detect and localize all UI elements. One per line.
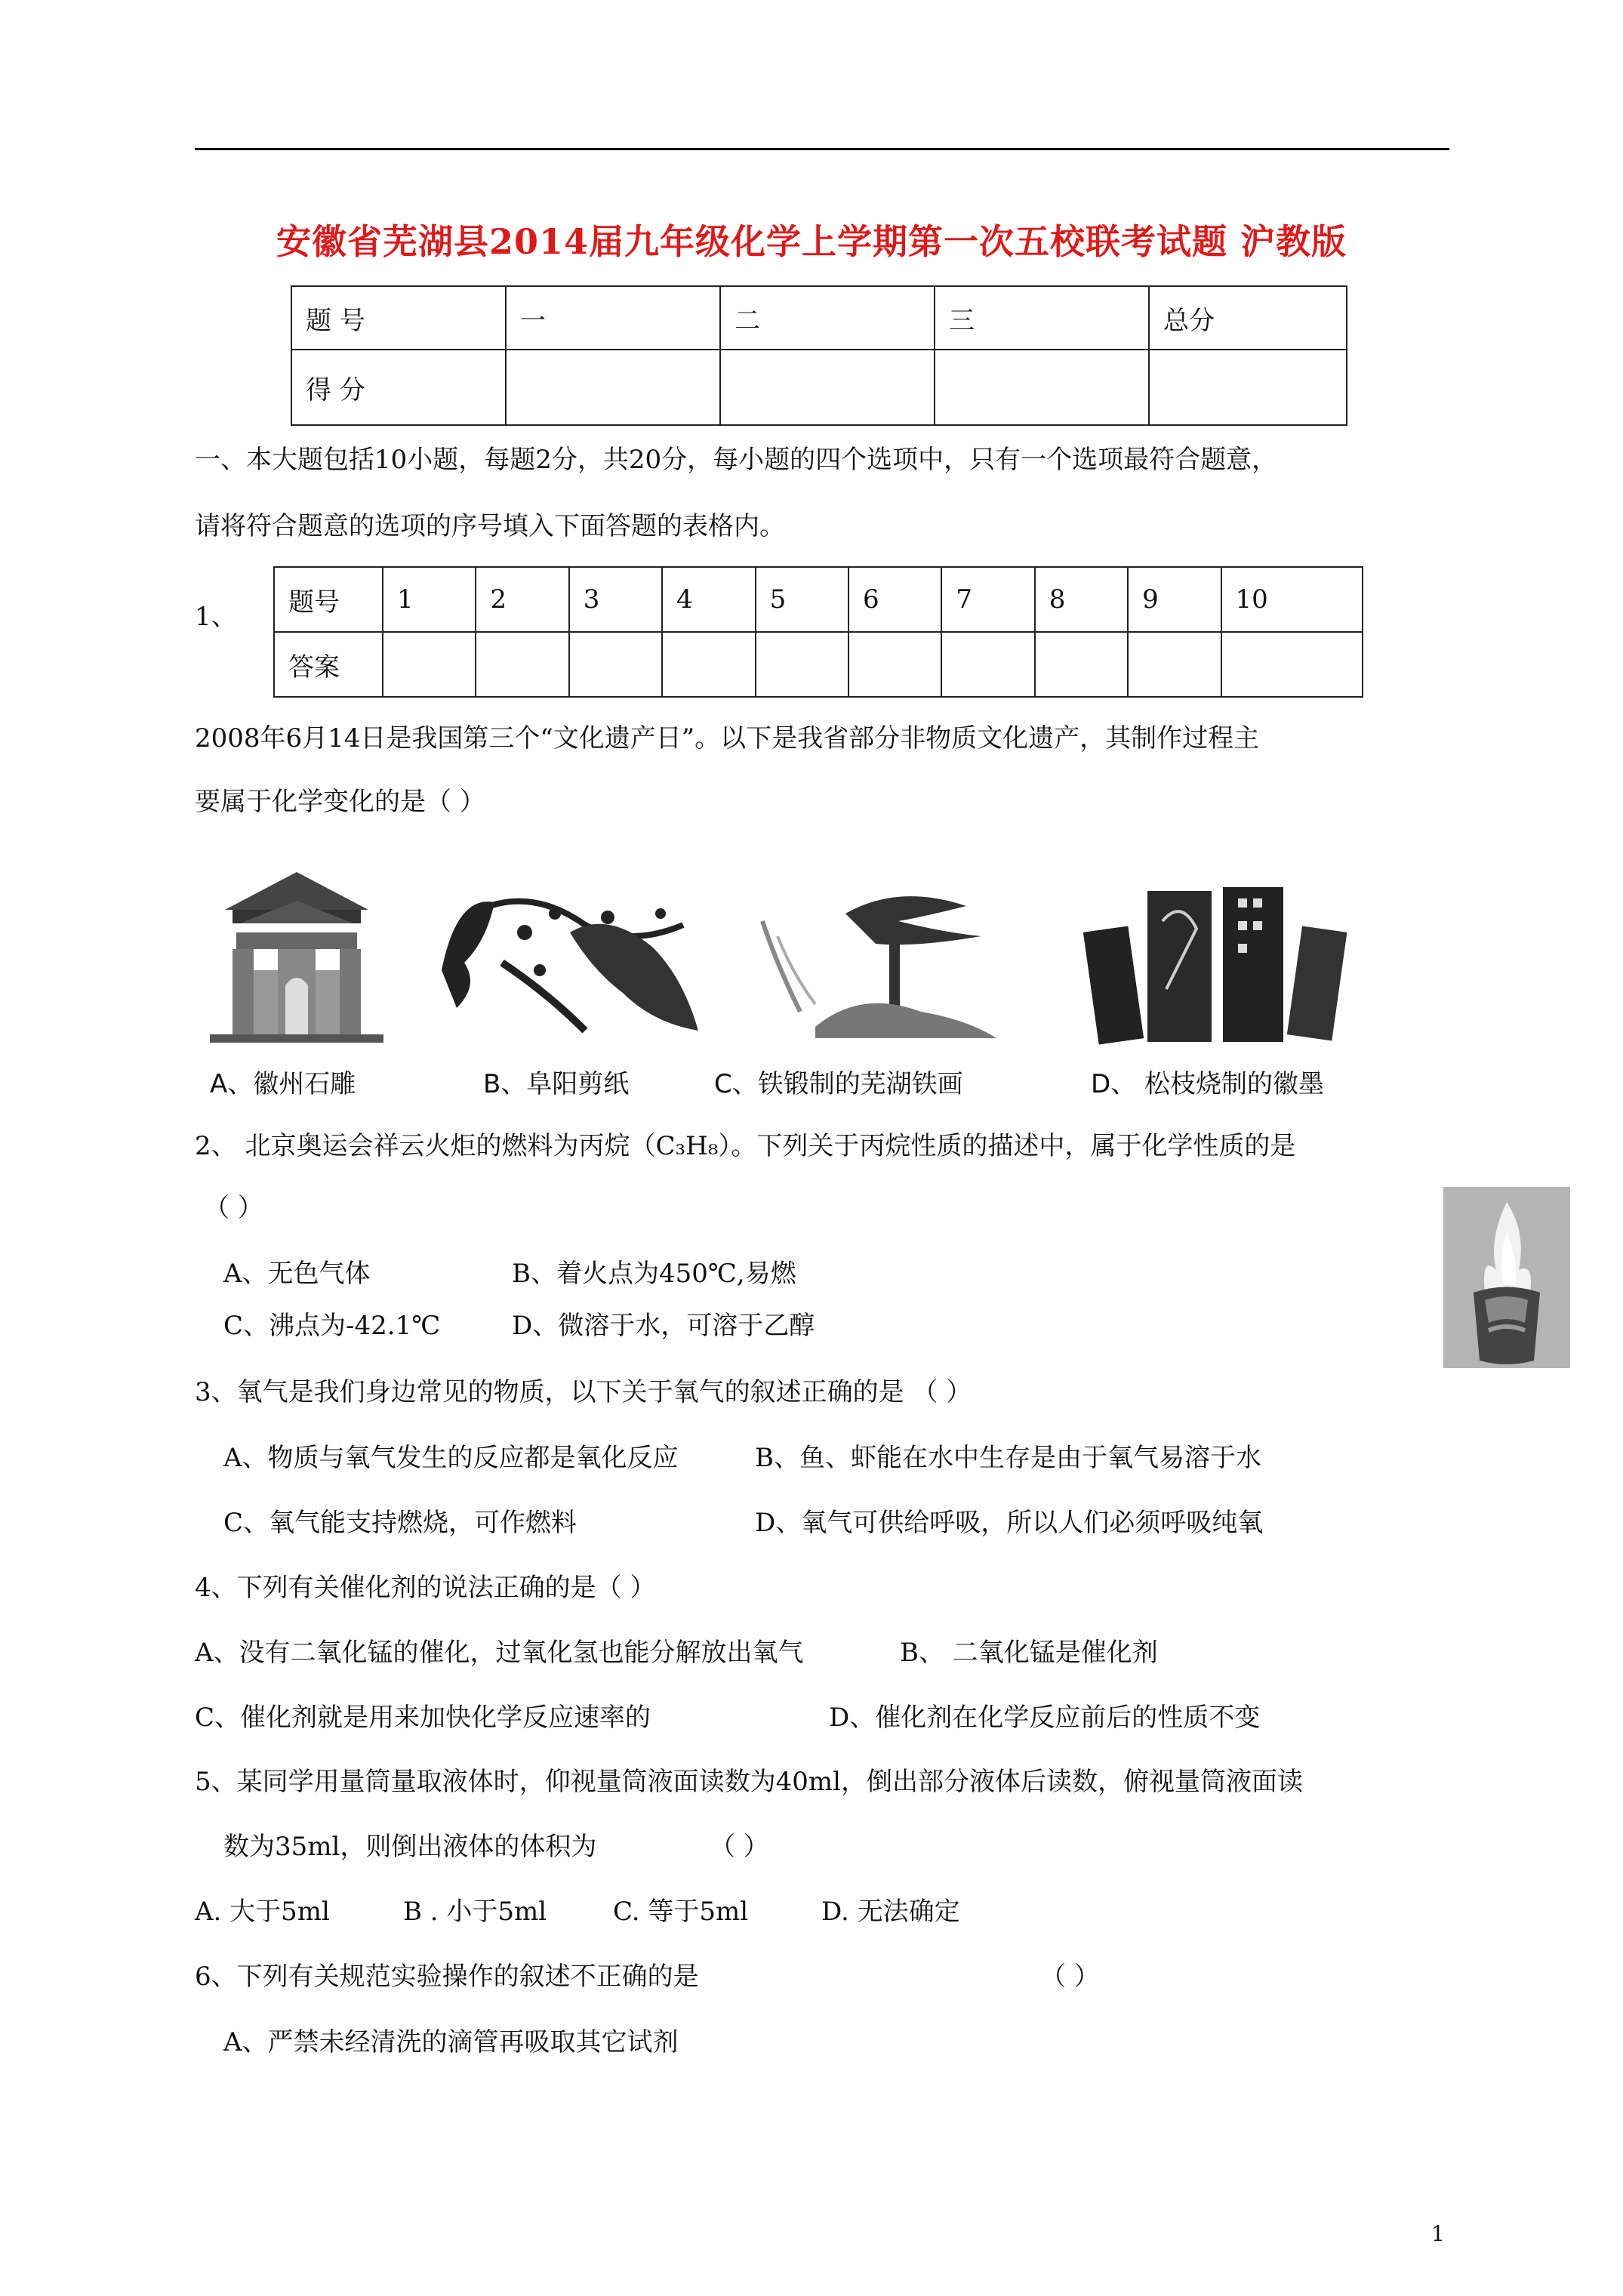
answer-number-cell: 6 bbox=[848, 567, 941, 632]
answer-table-prefix: 1、 bbox=[195, 602, 237, 632]
score-header-cell: 三 bbox=[935, 286, 1149, 350]
q5-option-d: D. 无法确定 bbox=[821, 1897, 960, 1927]
answer-cell[interactable] bbox=[1128, 632, 1221, 697]
score-header-cell: 题 号 bbox=[291, 286, 506, 350]
answer-table-answers-label: 答案 bbox=[274, 632, 383, 697]
score-header-cell: 一 bbox=[506, 286, 720, 350]
q6-paren: （ ） bbox=[1040, 1962, 1100, 1992]
answer-cell[interactable] bbox=[569, 632, 662, 697]
exam-title: 安徽省芜湖县2014届九年级化学上学期第一次五校联考试题 沪教版 bbox=[276, 221, 1347, 262]
answer-cell[interactable] bbox=[476, 632, 568, 697]
q2-option-c: C、沸点为-42.1℃ bbox=[223, 1311, 441, 1341]
answer-table bbox=[273, 566, 1363, 698]
page-number: 1 bbox=[1431, 2221, 1445, 2246]
answer-cell[interactable] bbox=[383, 632, 476, 697]
answer-cell[interactable] bbox=[756, 632, 848, 697]
q1-caption-b: B、阜阳剪纸 bbox=[483, 1069, 630, 1099]
score-header-cell: 总分 bbox=[1149, 286, 1347, 350]
iron-painting-image bbox=[747, 876, 1012, 1046]
answer-number-cell: 3 bbox=[569, 567, 662, 632]
answer-number-cell: 7 bbox=[941, 567, 1034, 632]
q2-option-b: B、着火点为450℃,易燃 bbox=[512, 1259, 796, 1289]
answer-number-cell: 5 bbox=[756, 567, 848, 632]
q1-caption-c: C、铁锻制的芜湖铁画 bbox=[714, 1069, 963, 1099]
hui-ink-image bbox=[1076, 876, 1355, 1046]
q1-line1: 2008年6月14日是我国第三个“文化遗产日”。以下是我省部分非物质文化遗产，其制作过程主 bbox=[195, 723, 1260, 754]
q2-option-d: D、微溶于水，可溶于乙醇 bbox=[512, 1311, 815, 1341]
answer-number-cell: 8 bbox=[1035, 567, 1128, 632]
section1-line1: 一、本大题包括10小题，每题2分，共20分，每小题的四个选项中，只有一个选项最符合题意， bbox=[195, 445, 1278, 475]
paper-cutting-image bbox=[434, 880, 706, 1049]
q4-option-a: A、没有二氧化锰的催化，过氧化氢也能分解放出氧气 bbox=[195, 1638, 804, 1668]
q5-line2: 数为35ml，则倒出液体的体积为 bbox=[223, 1832, 597, 1862]
answer-cell[interactable] bbox=[1221, 632, 1363, 697]
q4-option-d: D、催化剂在化学反应前后的性质不变 bbox=[829, 1703, 1261, 1733]
q6-stem: 6、下列有关规范实验操作的叙述不正确的是 bbox=[195, 1962, 699, 1992]
q3-option-d: D、氧气可供给呼吸，所以人们必须呼吸纯氧 bbox=[755, 1508, 1264, 1538]
q6-option-a: A、严禁未经清洗的滴管再吸取其它试剂 bbox=[223, 2027, 679, 2057]
q2-line1: 2、 北京奥运会祥云火炬的燃料为丙烷（C₃H₈）。下列关于丙烷性质的描述中，属于化学性质的是 bbox=[195, 1131, 1296, 1161]
q5-option-a: A. 大于5ml bbox=[195, 1897, 330, 1927]
section1-line2: 请将符合题意的选项的序号填入下面答题的表格内。 bbox=[195, 511, 785, 541]
answer-cell[interactable] bbox=[848, 632, 941, 697]
olympic-torch-image bbox=[1443, 1187, 1570, 1368]
header-rule bbox=[195, 148, 1449, 150]
q2-line2: （ ） bbox=[204, 1193, 263, 1223]
score-cell[interactable] bbox=[720, 350, 935, 425]
q3-option-c: C、氧气能支持燃烧，可作燃料 bbox=[223, 1508, 577, 1538]
q4-option-c: C、催化剂就是用来加快化学反应速率的 bbox=[195, 1703, 651, 1733]
q3-option-a: A、物质与氧气发生的反应都是氧化反应 bbox=[223, 1443, 679, 1473]
q5-option-c: C. 等于5ml bbox=[613, 1897, 749, 1927]
score-cell[interactable] bbox=[506, 350, 720, 425]
answer-cell[interactable] bbox=[941, 632, 1034, 697]
q2-option-a: A、无色气体 bbox=[223, 1259, 371, 1289]
score-cell[interactable] bbox=[935, 350, 1149, 425]
answer-number-cell: 1 bbox=[383, 567, 476, 632]
q3-stem: 3、氧气是我们身边常见的物质，以下关于氧气的叙述正确的是 （ ） bbox=[195, 1377, 972, 1407]
answer-number-cell: 9 bbox=[1128, 567, 1221, 632]
q1-caption-a: A、徽州石雕 bbox=[210, 1069, 356, 1099]
q1-line2: 要属于化学变化的是（ ） bbox=[195, 787, 485, 817]
answer-cell[interactable] bbox=[662, 632, 755, 697]
score-table bbox=[291, 285, 1347, 426]
q5-paren: （ ） bbox=[710, 1832, 769, 1862]
score-row-label: 得 分 bbox=[291, 350, 506, 425]
q5-option-b: B . 小于5ml bbox=[403, 1897, 547, 1927]
score-cell[interactable] bbox=[1149, 350, 1347, 425]
q4-option-b: B、 二氧化锰是催化剂 bbox=[900, 1638, 1158, 1668]
answer-number-cell: 4 bbox=[662, 567, 755, 632]
q3-option-b: B、鱼、虾能在水中生存是由于氧气易溶于水 bbox=[755, 1443, 1261, 1473]
answer-table-numbers-label: 题号 bbox=[274, 567, 383, 632]
q5-line1: 5、某同学用量筒量取液体时，仰视量筒液面读数为40ml，倒出部分液体后读数，俯视量筒液面读 bbox=[195, 1767, 1304, 1797]
answer-number-cell: 10 bbox=[1221, 567, 1363, 632]
q1-caption-d: D、 松枝烧制的徽墨 bbox=[1091, 1069, 1324, 1099]
q4-stem: 4、下列有关催化剂的说法正确的是（ ） bbox=[195, 1573, 656, 1603]
stone-carving-image bbox=[210, 864, 383, 1043]
answer-number-cell: 2 bbox=[476, 567, 568, 632]
answer-cell[interactable] bbox=[1035, 632, 1128, 697]
score-header-cell: 二 bbox=[720, 286, 935, 350]
